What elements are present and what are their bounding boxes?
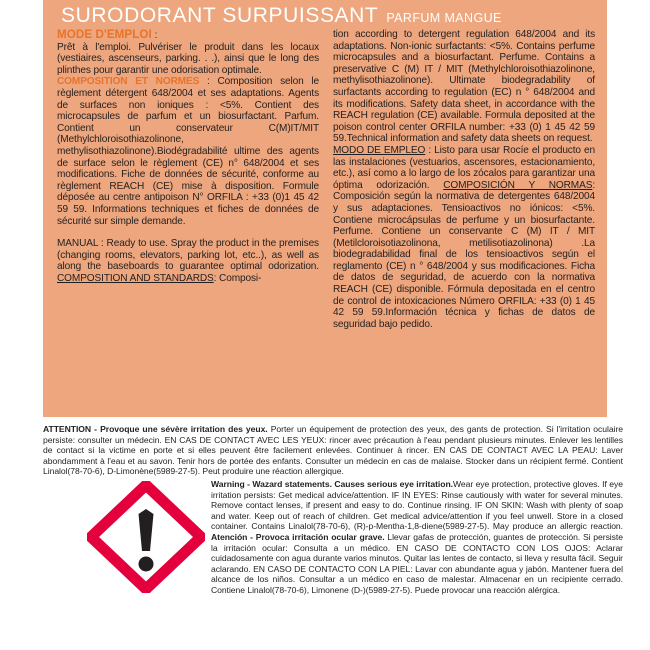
fr-usage-heading-line [57,29,319,42]
fr-composition-heading: COMPOSITION ET NORMES [57,76,200,88]
hazard-information-section [43,424,623,596]
en-composition-body: : Composi- [213,272,262,284]
en-manual-heading: MANUAL [57,238,98,250]
label-title-bar [43,0,607,29]
es-usage-block [333,145,595,331]
fr-hazard-signal-word: ATTENTION - Provoque une sévère irritation des yeux. [43,424,268,434]
es-hazard-body: Llevar gafas de protección, guantes de protección. Si persiste la irritación ocular: Consulta a un médico. EN CASO DE CONTACTO CON LOS OJOS: Aclarar cuidadosamente con agua durante varios minutos. Quitar las lentes de contacto, si lleva y resulta fácil. Seguir aclarando. EN CASO DE CONTACTO CON LA PIEL: Lavar con abundante agua y jabón. Mantener fuera del alcance de los niños. Consultar a un médico en caso de malestar. Almacenar en un recipiente cerrado. Contiene Linalol(78-70-6), Limonene (D-)(5989-27-5). Puede provocar una reacción alérgica. [211,531,623,595]
en-manual-body: : Ready to use. Spray the product in the premises (changing rooms, elevators, parking lot, etc..), as well as along the baseboards to guarantee optimal odorization. [57,238,319,273]
orange-info-panel [43,0,607,417]
es-composition-body: : Composición según la normativa de detergentes 648/2004 y sus adaptaciones. Tensioactivos no iónicos: <5%. Contiene microcápsulas de perfume y un biosurfactante. Perfume. Contiene un conservante C (M) IT / MIT (Metilcloroisotiazolinona, metilisotiazolinona) .La biodegradabilidad final de los tensioactivos según el reglamento (CE) n ° 648/2004 y sus modificaciones. Ficha de datos de seguridad, de acuerdo con la normativa REACH (CE) disponible. Fórmula depositada en el centro de control de intoxicaciones Número ORFILA: +33 (0) 1 45 42 59 59.Información técnica y fichas de datos de seguridad bajo pedido. [333,179,595,330]
fr-hazard-paragraph [43,424,623,477]
right-text-column [333,29,595,330]
column-spacer [57,227,319,238]
es-usage-body: : Listo para usar Rocíe el producto en las instalaciones (vestuarios, ascensores, estacionamiento, etc.), así como a lo largo de los zócalos para garantizar una óptima odorización. [333,144,596,191]
en-composition-heading: COMPOSITION AND STANDARDS [57,272,214,284]
fr-hazard-body: Porter un équipement de protection des yeux, des gants de protection. Si l'irritation oculaire persiste: consulter un médecin. EN CAS DE CONTACT AVEC LES YEUX: rincer avec précaution à l'eau pendant plusieurs minutes. Enlever les lentilles de contact si la victime en porte et si elles peuvent être facilement enlevées. Continuer à rincer. EN CAS DE CONTACT AVEC LA PEAU: Laver abondamment à l'eau et au savon. Tenir hors de portée des enfants. Consulter un médecin en cas de malaise. Stocker dans un récipient fermé. Contient Linalol(78-70-6), D-Limonène(5989-27-5). Peut produire une réaction allergique. [43,424,623,477]
es-hazard-signal-word: Atención - Provoca irritación ocular grave. [211,531,385,542]
left-text-column [57,29,319,330]
fr-composition-block [57,76,319,227]
two-column-text-area [43,29,607,330]
fr-usage-heading: MODE D'EMPLOI [57,28,152,41]
page-title: SURODORANT SURPUISSANT [61,4,379,27]
ghs07-exclamation-mark-icon [87,481,205,593]
page-subtitle: PARFUM MANGUE [386,11,502,25]
en-hazard-signal-word: Warning - Wazard statements. Causes serious eye irritation. [211,478,453,489]
en-hazard-body: Wear eye protection, protective gloves. If eye irritation persists: Get medical advice/attention. IF IN EYES: Rinse cautiously with water for several minutes. Remove contact lenses, if present and easy to do. Continue rinsing. IF ON SKIN: Wash with plenty of soap and water. Keep out of reach of children. Get medical advice/attention if you feel unwell. Store in a closed container. Contains Linalol(78-70-6), (R)-p-Mentha-1,8-diene(5989-27-5). May produce an allergic reaction. [211,478,623,532]
es-usage-heading: MODO DE EMPLEO [333,144,426,156]
en-manual-block [57,238,319,284]
hazard-pictogram-flow [43,479,623,596]
fr-usage-body: Prêt à l'emploi. Pulvériser le produit dans les locaux (vestiaires, ascenseurs, parking. . .), ainsi que le long des plinthes pour garantir une odorisation optimale. [57,41,319,76]
es-composition-heading: COMPOSICIÓN Y NORMAS [443,179,593,191]
en-composition-continued: tion according to detergent regulation 648/2004 and its adaptations. Non-ionic surfactants: <5%. Contains perfume microcapsules and a biosurfactant. Perfume. Contains a preservative C (M) IT / MIT (Methylchloroisothiazolinone, methylisothiazolinone). Ultimate biodegradability of surfactants according to regulation (EC) n ° 648/2004 and its modifications. Safety data sheet, in accordance with the REACH regulation (CE) available. Formula deposited at the poison control center ORFILA number: +33 (0) 1 45 42 59 59.Technical information and safety data sheets on request. [333,29,595,145]
fr-composition-body: : Composition selon le règlement détergent 648/2004 et ses adaptations. Agents de surfaces non ioniques : <5%. Contient des microcapsules de parfum et un biosurfactant. Parfum. Contient un conservateur C(M)IT/MIT (Methylchloroisothiazolinone, methylisothiazolinone).Biodégradabilité ultime des agents de surface selon le règlement (CE) n° 648/2004 et ses modifications. Fiche de données de sécurité, conforme au règlement REACH (CE) mise à disposition. Formule déposée au centre antipoison N° ORFILA : +33 (0)1 45 42 59 59. Informations techniques et fiches de données de sécurité sur simple demande. [57,76,319,227]
fr-usage-heading-colon: : [151,30,158,41]
